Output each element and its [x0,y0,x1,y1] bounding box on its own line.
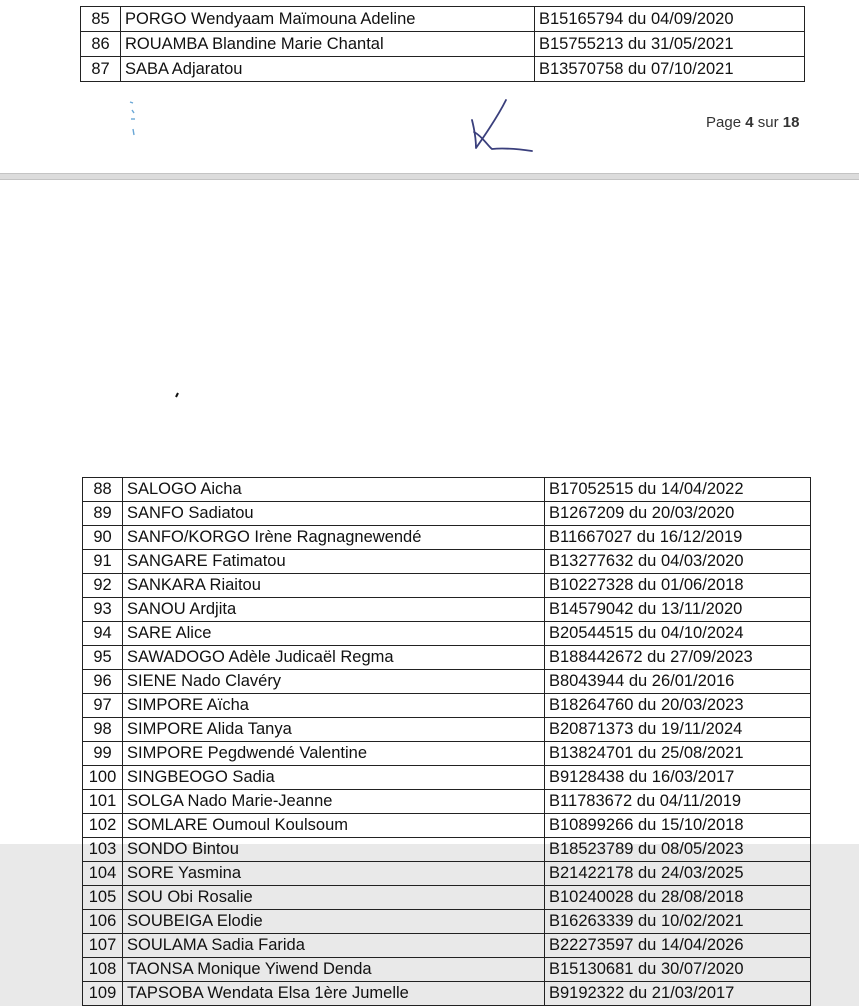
row-name-cell: SOLGA Nado Marie-Jeanne [123,790,545,814]
row-number-cell: 105 [83,886,123,910]
table-row [83,694,811,718]
row-number-cell: 95 [83,646,123,670]
row-number-cell: 88 [83,478,123,502]
row-reference-cell: B9192322 du 21/03/2017 [545,982,811,1006]
row-reference-cell: B9128438 du 16/03/2017 [545,766,811,790]
row-number-cell: 94 [83,622,123,646]
scan-artifact-marks [122,100,142,140]
page-current: 4 [745,114,754,131]
row-name-cell: SANFO Sadiatou [123,502,545,526]
row-name-cell: SONDO Bintou [123,838,545,862]
row-reference-cell: B18264760 du 20/03/2023 [545,694,811,718]
row-reference-cell: B13570758 du 07/10/2021 [535,57,805,82]
row-name-cell: PORGO Wendyaam Maïmouna Adeline [121,7,535,32]
row-number-cell: 108 [83,958,123,982]
row-reference-cell: B15755213 du 31/05/2021 [535,32,805,57]
row-reference-cell: B15165794 du 04/09/2020 [535,7,805,32]
table-row [83,814,811,838]
table-row [83,670,811,694]
row-number-cell: 85 [81,7,121,32]
table-row [83,862,811,886]
row-name-cell: SARE Alice [123,622,545,646]
row-reference-cell: B13824701 du 25/08/2021 [545,742,811,766]
table-row [81,7,805,32]
table-row [83,598,811,622]
row-reference-cell: B21422178 du 24/03/2025 [545,862,811,886]
row-name-cell: SABA Adjaratou [121,57,535,82]
row-name-cell: SAWADOGO Adèle Judicaël Regma [123,646,545,670]
row-name-cell: SINGBEOGO Sadia [123,766,545,790]
row-reference-cell: B10227328 du 01/06/2018 [545,574,811,598]
row-number-cell: 93 [83,598,123,622]
row-number-cell: 99 [83,742,123,766]
table-row [83,766,811,790]
row-number-cell: 106 [83,910,123,934]
signature-initial [462,98,536,154]
row-name-cell: SANOU Ardjita [123,598,545,622]
table-row [81,32,805,57]
table-row [83,886,811,910]
table-row [83,478,811,502]
table-row [83,526,811,550]
row-reference-cell: B11667027 du 16/12/2019 [545,526,811,550]
table-row [83,838,811,862]
roster-table-top [80,6,805,82]
row-reference-cell: B15130681 du 30/07/2020 [545,958,811,982]
row-name-cell: SOMLARE Oumoul Koulsoum [123,814,545,838]
table-row [83,574,811,598]
row-reference-cell: B188442672 du 27/09/2023 [545,646,811,670]
roster-table-bottom [82,477,811,1006]
row-number-cell: 89 [83,502,123,526]
row-reference-cell: B14579042 du 13/11/2020 [545,598,811,622]
stray-ink-mark [174,390,182,400]
row-reference-cell: B16263339 du 10/02/2021 [545,910,811,934]
row-number-cell: 102 [83,814,123,838]
row-number-cell: 97 [83,694,123,718]
row-name-cell: SOU Obi Rosalie [123,886,545,910]
table-row [83,622,811,646]
row-number-cell: 107 [83,934,123,958]
row-reference-cell: B18523789 du 08/05/2023 [545,838,811,862]
table-row [83,934,811,958]
row-name-cell: SANKARA Riaitou [123,574,545,598]
table-row [83,718,811,742]
table-row [83,550,811,574]
document-page-bottom [0,180,859,1002]
row-name-cell: SANFO/KORGO Irène Ragnagnewendé [123,526,545,550]
table-row [83,982,811,1006]
table-row [83,646,811,670]
table-row [83,502,811,526]
table-row [83,790,811,814]
page-number [706,114,799,131]
row-number-cell: 104 [83,862,123,886]
row-number-cell: 109 [83,982,123,1006]
row-number-cell: 86 [81,32,121,57]
row-reference-cell: B11783672 du 04/11/2019 [545,790,811,814]
row-number-cell: 92 [83,574,123,598]
table-row [83,910,811,934]
row-reference-cell: B10899266 du 15/10/2018 [545,814,811,838]
row-name-cell: SOULAMA Sadia Farida [123,934,545,958]
row-name-cell: SIMPORE Pegdwendé Valentine [123,742,545,766]
row-reference-cell: B20544515 du 04/10/2024 [545,622,811,646]
page-separator-bar [0,173,859,180]
row-number-cell: 103 [83,838,123,862]
row-number-cell: 90 [83,526,123,550]
row-name-cell: TAONSA Monique Yiwend Denda [123,958,545,982]
table-row [83,958,811,982]
table-row [81,57,805,82]
document-page-top [0,0,859,173]
row-name-cell: SIMPORE Aïcha [123,694,545,718]
row-reference-cell: B10240028 du 28/08/2018 [545,886,811,910]
row-number-cell: 101 [83,790,123,814]
page-separator: sur [757,114,779,131]
row-name-cell: SIMPORE Alida Tanya [123,718,545,742]
row-number-cell: 100 [83,766,123,790]
table-row [83,742,811,766]
row-number-cell: 96 [83,670,123,694]
row-number-cell: 87 [81,57,121,82]
row-reference-cell: B22273597 du 14/04/2026 [545,934,811,958]
row-reference-cell: B13277632 du 04/03/2020 [545,550,811,574]
row-number-cell: 98 [83,718,123,742]
row-reference-cell: B20871373 du 19/11/2024 [545,718,811,742]
row-name-cell: SORE Yasmina [123,862,545,886]
row-number-cell: 91 [83,550,123,574]
page-total: 18 [782,114,800,131]
row-reference-cell: B8043944 du 26/01/2016 [545,670,811,694]
row-reference-cell: B1267209 du 20/03/2020 [545,502,811,526]
row-name-cell: TAPSOBA Wendata Elsa 1ère Jumelle [123,982,545,1006]
row-name-cell: SANGARE Fatimatou [123,550,545,574]
row-name-cell: SIENE Nado Clavéry [123,670,545,694]
row-name-cell: SOUBEIGA Elodie [123,910,545,934]
row-name-cell: SALOGO Aicha [123,478,545,502]
row-reference-cell: B17052515 du 14/04/2022 [545,478,811,502]
page-label: Page [706,114,742,131]
row-name-cell: ROUAMBA Blandine Marie Chantal [121,32,535,57]
